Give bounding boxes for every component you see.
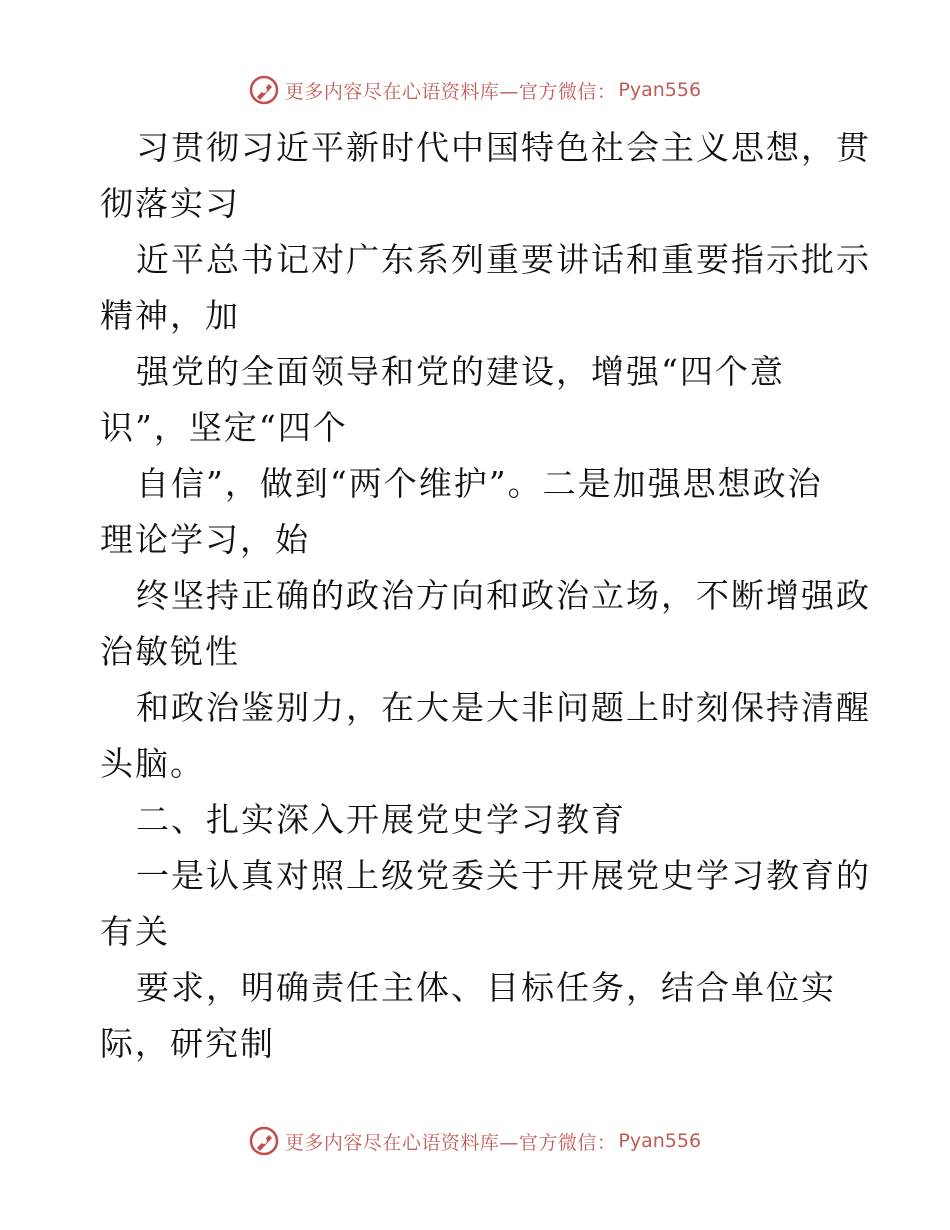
body-line: 终坚持正确的政治方向和政治立场，不断增强政 [136,576,871,615]
body-line: 治敏锐性 [100,632,240,671]
body-line: 自信”，做到“两个维护”。二是加强思想政治 [136,464,823,503]
pen-logo-icon [249,75,279,105]
document-body [100,120,871,1072]
body-line: 要求，明确责任主体、目标任务，结合单位实 [136,968,836,1007]
body-line: 近平总书记对广东系列重要讲话和重要指示批示 [136,240,871,279]
body-line: 理论学习，始 [100,520,310,559]
body-line: 有关 [100,912,170,951]
watermark-handle: Pyan556 [618,1130,702,1152]
watermark-text: 更多内容尽在心语资料库—官方微信： [284,1131,617,1154]
body-line: 精神，加 [100,296,240,335]
watermark-text: 更多内容尽在心语资料库—官方微信： [284,80,617,103]
watermark-handle: Pyan556 [618,79,702,101]
body-line: 际，研究制 [100,1024,275,1063]
body-line: 彻落实习 [100,184,240,223]
body-line: 强党的全面领导和党的建设，增强“四个意 [136,352,785,391]
body-line: 一是认真对照上级党委关于开展党史学习教育的 [136,856,871,895]
body-line: 头脑。 [100,744,205,783]
pen-logo-icon [249,1126,279,1156]
section-heading: 二、扎实深入开展党史学习教育 [136,800,626,839]
body-line: 和政治鉴别力，在大是大非问题上时刻保持清醒 [136,688,871,727]
header-watermark [0,70,950,110]
body-line: 习贯彻习近平新时代中国特色社会主义思想，贯 [136,128,871,167]
body-line: 识”，坚定“四个 [100,408,348,447]
footer-watermark [0,1121,950,1161]
